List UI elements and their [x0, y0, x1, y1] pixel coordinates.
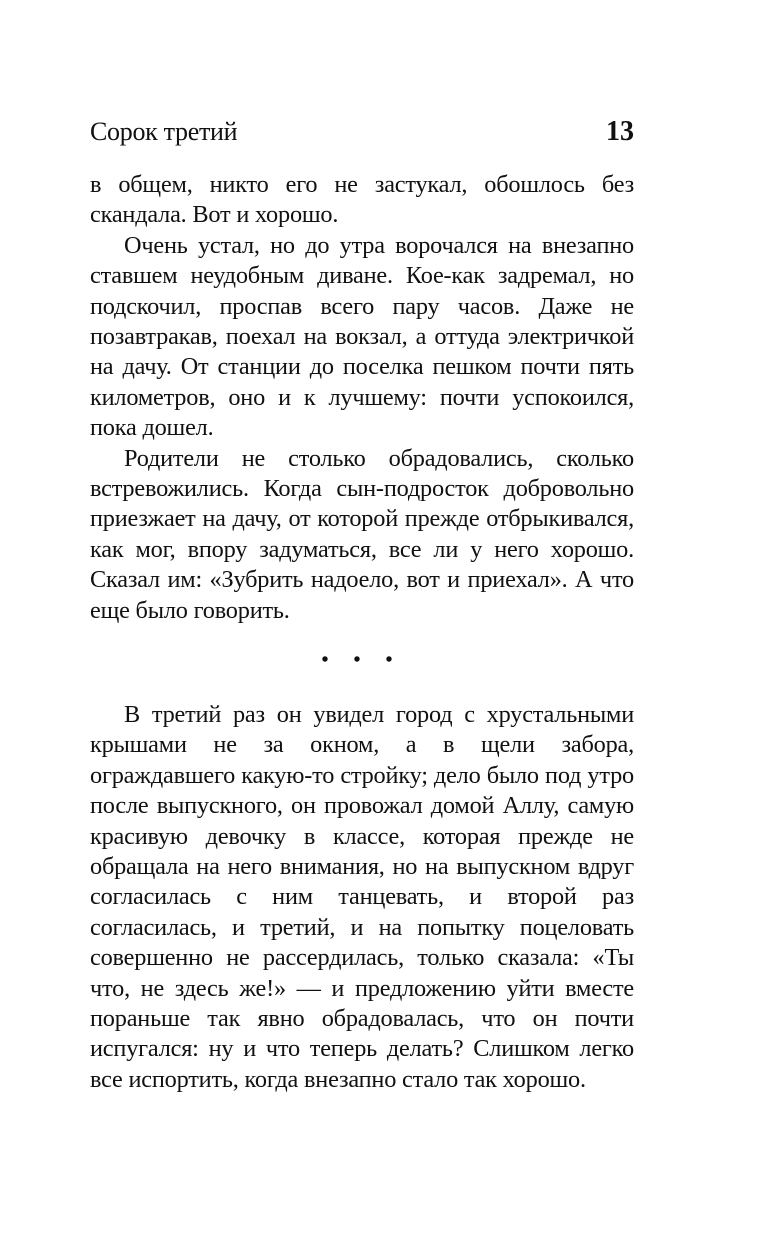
paragraph: В третий раз он увидел город с хрустальными крышами не за окном, а в щели забора, ограждавшего какую-то стройку; дело было под утро после выпускного, он провожал домой Аллу, самую красивую девочку в классе, которая прежде не обращала на него внимания, но на выпускном вдруг согласилась с ним танцевать, и второй раз согласилась, и третий, и на попытку поцеловать совершенно не рассердилась, только сказала: «Ты что, не здесь же!» — и предложению уйти вместе пораньше так явно обрадовалась, что он почти испугался: ну и что теперь делать? Слишком легко все испортить, когда внезапно стало так хорошо. — [90, 701, 634, 1093]
running-head — [90, 112, 634, 152]
paragraph: Родители не столько обрадовались, сколько встревожились. Когда сын-подросток добровольно приезжает на дачу, от которой прежде отбрыкивался, как мог, впору задуматься, все ли у него хорошо. Сказал им: «Зубрить надоело, вот и приехал». А что еще было говорить. — [90, 444, 634, 624]
running-title: Сорок третий — [90, 117, 238, 146]
text-block-1 — [90, 170, 634, 626]
page-number: 13 — [606, 116, 634, 147]
section-separator: • • • — [321, 649, 403, 671]
text-block-2 — [90, 700, 634, 1095]
paragraph-continuation: в общем, никто его не застукал, обошлось без скандала. Вот и хорошо. — [90, 171, 634, 229]
paragraph: Очень устал, но до утра ворочался на внезапно ставшем неудобным диване. Кое-как задремал, но подскочил, проспав всего пару часов. Даже не позавтракав, поехал на вокзал, а оттуда электричкой на дачу. От станции до поселка пешком почти пять километров, оно и к лучшему: почти успокоился, пока дошел. — [90, 231, 634, 442]
